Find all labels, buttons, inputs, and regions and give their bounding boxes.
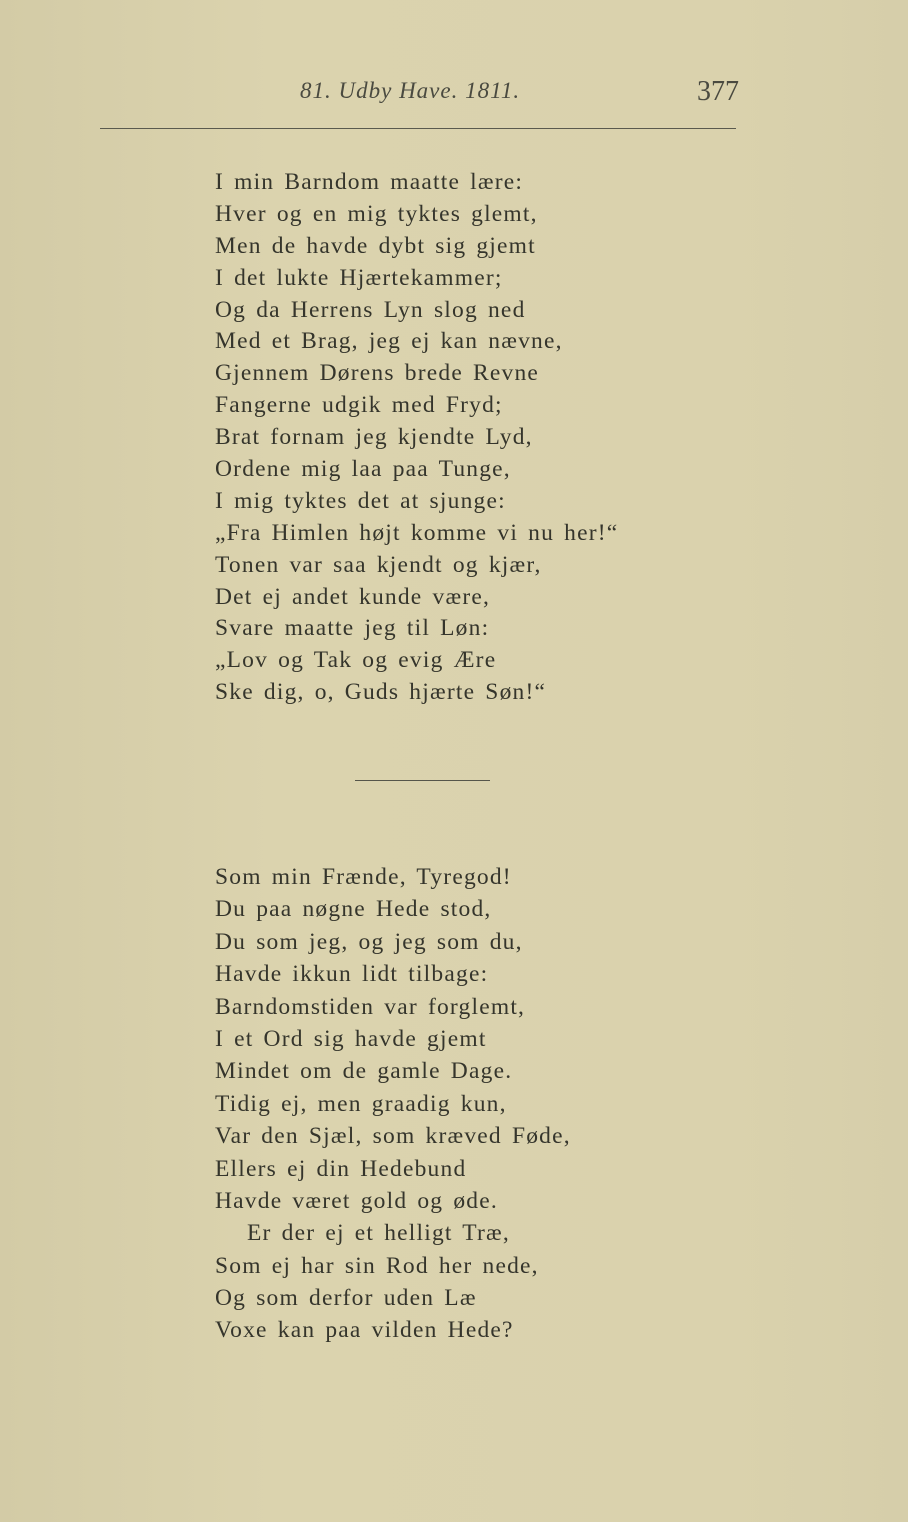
verse-line: Havde ikkun lidt tilbage: bbox=[215, 961, 489, 988]
verse-line: Men de havde dybt sig gjemt bbox=[215, 232, 536, 259]
running-head bbox=[0, 78, 908, 112]
verse-line: Hver og en mig tyktes glemt, bbox=[215, 200, 538, 227]
verse-line: I min Barndom maatte lære: bbox=[215, 169, 524, 195]
stanza-2 bbox=[215, 861, 571, 1347]
verse-line: Mindet om de gamle Dage. bbox=[215, 1058, 513, 1085]
verse-line: Ske dig, o, Guds hjærte Søn!“ bbox=[215, 679, 547, 706]
header-rule bbox=[100, 128, 736, 129]
verse-line: Og som derfor uden Læ bbox=[215, 1285, 477, 1312]
stanza-1 bbox=[215, 167, 618, 709]
verse-line: Tidig ej, men graadig kun, bbox=[215, 1090, 507, 1117]
verse-line: Fangerne udgik med Fryd; bbox=[215, 392, 503, 419]
verse-line: Voxe kan paa vilden Hede? bbox=[215, 1317, 514, 1344]
running-title: 81. Udby Have. 1811. bbox=[300, 78, 521, 103]
verse-line: Tonen var saa kjendt og kjær, bbox=[215, 551, 542, 578]
page-number: 377 bbox=[697, 76, 739, 107]
verse-line: Og da Herrens Lyn slog ned bbox=[215, 296, 526, 323]
verse-line: Gjennem Dørens brede Revne bbox=[215, 360, 540, 387]
verse-line: Som min Frænde, Tyregod! bbox=[215, 864, 512, 890]
verse-line: „Fra Himlen højt komme vi nu her!“ bbox=[215, 519, 619, 546]
verse-line: Ordene mig laa paa Tunge, bbox=[215, 456, 511, 483]
verse-line: Du som jeg, og jeg som du, bbox=[215, 928, 523, 955]
verse-line: Barndomstiden var forglemt, bbox=[215, 993, 526, 1020]
verse-line: Som ej har sin Rod her nede, bbox=[215, 1252, 539, 1279]
verse-line: „Lov og Tak og evig Ære bbox=[215, 647, 497, 674]
verse-line: Brat fornam jeg kjendte Lyd, bbox=[215, 424, 533, 451]
verse-line: Det ej andet kunde være, bbox=[215, 583, 491, 610]
verse-line: Er der ej et helligt Træ, bbox=[247, 1220, 511, 1247]
verse-line: I et Ord sig havde gjemt bbox=[215, 1025, 487, 1052]
stanza-separator bbox=[355, 780, 490, 781]
verse-line: Du paa nøgne Hede stod, bbox=[215, 896, 492, 923]
verse-line: I mig tyktes det at sjunge: bbox=[215, 487, 506, 514]
verse-line: I det lukte Hjærtekammer; bbox=[215, 264, 503, 291]
verse-line: Havde været gold og øde. bbox=[215, 1187, 498, 1214]
verse-line: Svare maatte jeg til Løn: bbox=[215, 615, 490, 642]
verse-line: Med et Brag, jeg ej kan nævne, bbox=[215, 328, 563, 355]
verse-line: Ellers ej din Hedebund bbox=[215, 1155, 467, 1182]
verse-line: Var den Sjæl, som kræved Føde, bbox=[215, 1123, 571, 1150]
